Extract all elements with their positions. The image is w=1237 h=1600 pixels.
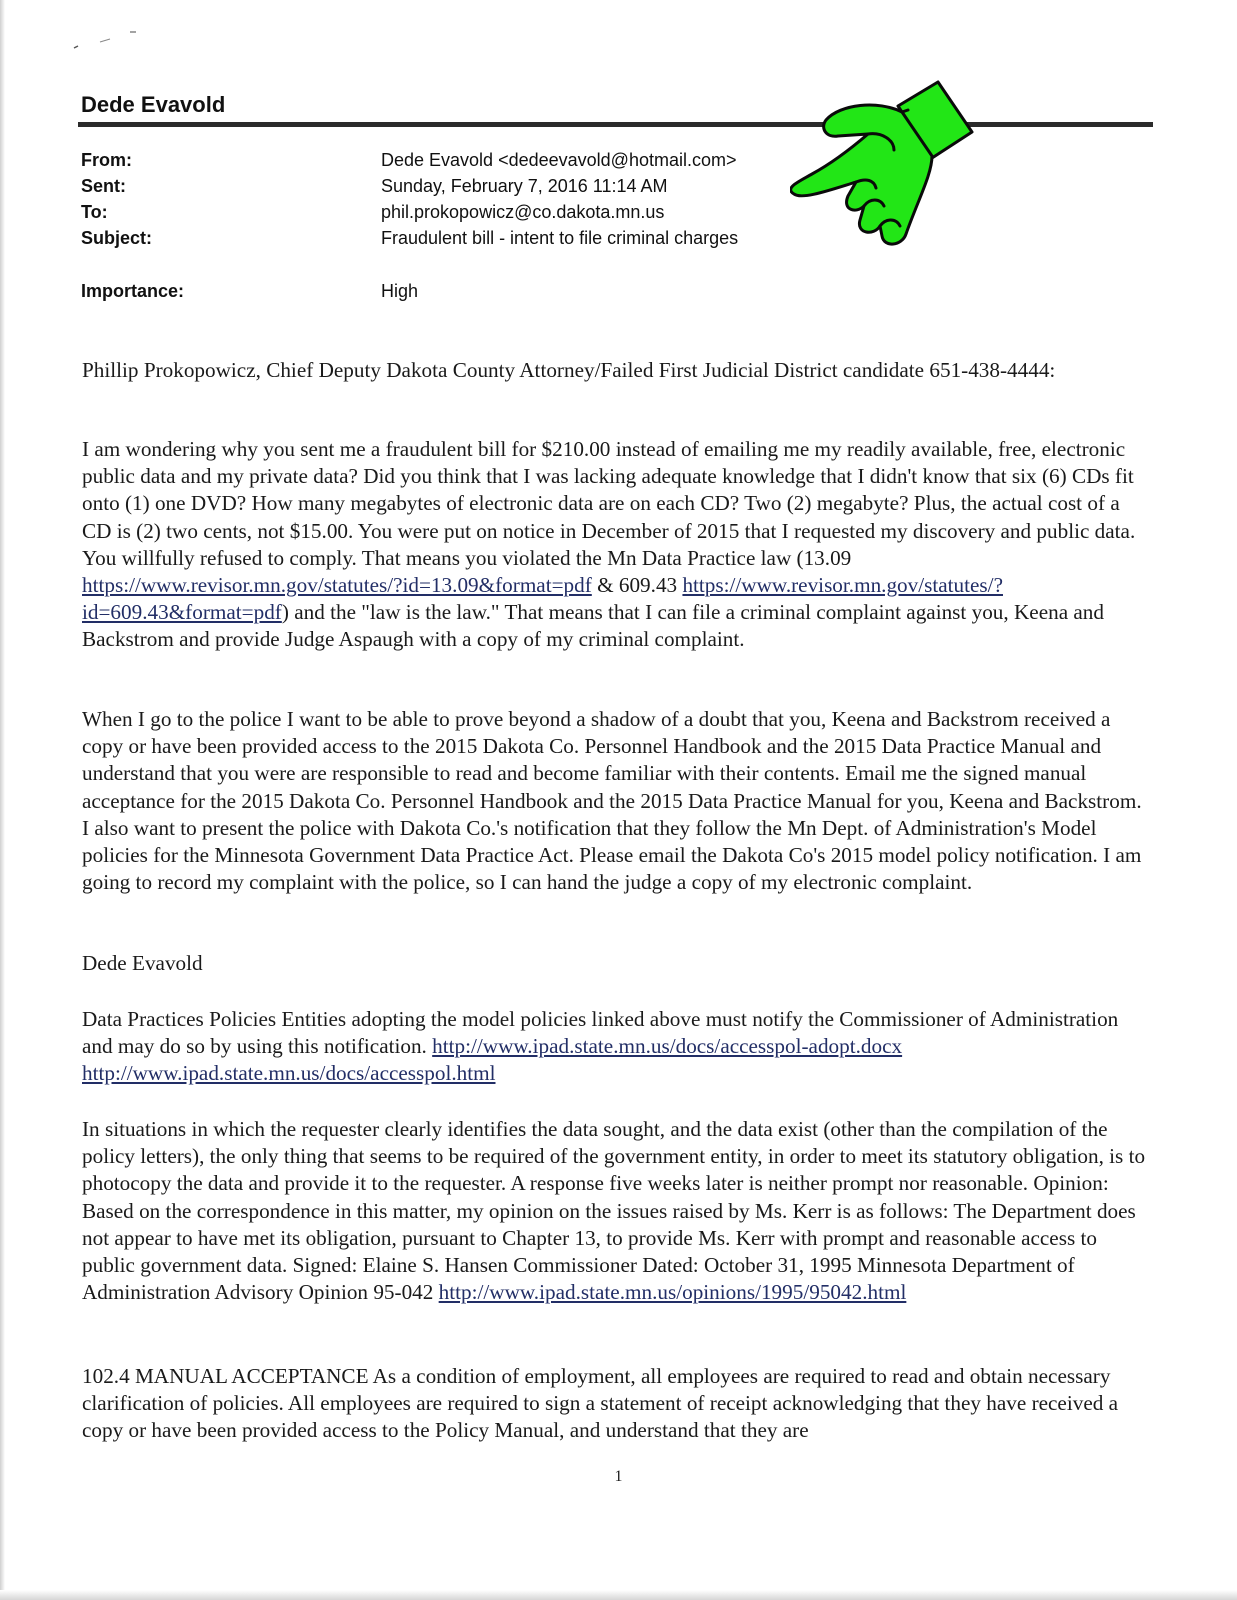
importance-value: High	[381, 281, 419, 301]
subject-label: Subject:	[81, 228, 153, 248]
paragraph-3-text: Data Practices Policies Entities adopting the model policies linked above must notify the Commissioner of Administration and may do so by using this notification.	[82, 1007, 1119, 1059]
sent-row	[81, 176, 668, 197]
from-label: From:	[81, 150, 132, 170]
salutation: Phillip Prokopowicz, Chief Deputy Dakota County Attorney/Failed First Judicial District candidate 651-438-4444:	[82, 358, 1056, 382]
paragraph-advisory-opinion	[82, 1116, 1152, 1306]
from-value: Dede Evavold <dedeevavold@hotmail.com>	[381, 150, 737, 170]
to-label: To:	[81, 202, 108, 222]
scan-edge-left	[0, 0, 5, 1600]
to-row	[81, 202, 665, 223]
accesspol-html-link[interactable]: http://www.ipad.state.mn.us/docs/accesspol.html	[82, 1061, 496, 1086]
page-number: 1	[614, 1468, 623, 1485]
opinion-95042-link[interactable]: http://www.ipad.state.mn.us/opinions/1995/95042.html	[438, 1280, 907, 1305]
paragraph-police-request: When I go to the police I want to be able to prove beyond a shadow of a doubt that you, Keena and Backstrom received a copy or have been provided access to the 2015 Dakota Co. Personnel Handbook and the 2015 Data Practice Manual and understand that you were are responsible to read and become familiar with their contents. Email me the signed manual acceptance for the 2015 Dakota Co. Personnel Handbook and the 2015 Data Practice Manual for you, Keena and Backstrom. I also want to present the police with Dakota Co.'s notification that they follow the Mn Dept. of Administration's Model policies for the Minnesota Government Data Practice Act. Please email the Dakota Co's 2015 model policy notification. I am going to record my complaint with the police, so I can hand the judge a copy of my electronic complaint.	[82, 707, 1142, 895]
accesspol-adopt-link[interactable]: http://www.ipad.state.mn.us/docs/accesspol-adopt.docx	[432, 1034, 903, 1059]
header-rule	[78, 122, 1153, 127]
scan-specks	[70, 28, 150, 58]
sent-label: Sent:	[81, 176, 126, 196]
importance-label: Importance:	[81, 281, 185, 301]
signature-name: Dede Evavold	[82, 951, 203, 975]
paragraph-1-text-b: & 609.43	[591, 573, 683, 598]
paragraph-fraudulent-bill	[82, 436, 1152, 654]
paragraph-data-practices-policies	[82, 1006, 1152, 1088]
paragraph-manual-acceptance: 102.4 MANUAL ACCEPTANCE As a condition of employment, all employees are required to read and obtain necessary clarification of policies. All employees are required to sign a statement of receipt acknowledging that they have received a copy or have been provided access to the Policy Manual, and understand that they are	[82, 1364, 1119, 1443]
sent-value: Sunday, February 7, 2016 11:14 AM	[381, 176, 668, 196]
subject-row	[81, 228, 739, 249]
paragraph-1-text-c: ) and the "law is the law." That means that I can file a criminal complaint against you, Keena and Backstrom and provide Judge Aspaugh with a copy of my criminal complaint.	[82, 600, 1104, 652]
paragraph-4-text: In situations in which the requester clearly identifies the data sought, and the data exist (other than the compilation of the policy letters), the only thing that seems to be required of the government entity, in order to meet its statutory obligation, is to photocopy the data and provide it to the requester. A response five weeks later is neither prompt nor reasonable. Opinion: Based on the correspondence in this matter, my opinion on the issues raised by Ms. Kerr is as follows: The Department does not appear to have met its obligation, pursuant to Chapter 13, to provide Ms. Kerr with prompt and reasonable access to public government data. Signed: Elaine S. Hansen Commissioner Dated: October 31, 1995 Minnesota Department of Administration Advisory Opinion 95-042	[82, 1117, 1146, 1305]
revisor-13-09-link[interactable]: https://www.revisor.mn.gov/statutes/?id=13.09&format=pdf	[82, 573, 592, 598]
green-pointing-hand-icon	[790, 70, 990, 260]
revisor-609-43-link[interactable]: https://www.revisor.mn.gov/statutes/?id=609.43&format=pdf	[82, 573, 1003, 625]
subject-value: Fraudulent bill - intent to file criminal charges	[381, 228, 739, 248]
to-value: phil.prokopowicz@co.dakota.mn.us	[381, 202, 665, 222]
from-row	[81, 150, 737, 171]
email-sender-title: Dede Evavold	[81, 92, 226, 117]
paragraph-1-text-a: I am wondering why you sent me a fraudulent bill for $210.00 instead of emailing me my readily available, free, electronic public data and my private data? Did you think that I was lacking adequate knowledge that I didn't know that six (6) CDs fit onto (1) one DVD? How many megabytes of electronic data are on each CD? Two (2) megabyte? Plus, the actual cost of a CD is (2) two cents, not $15.00. You were put on notice in December of 2015 that I requested my discovery and public data. You willfully refused to comply. That means you violated the Mn Data Practice law (13.09	[82, 437, 1136, 570]
importance-row	[81, 281, 419, 302]
scan-edge-bottom	[0, 1590, 1237, 1600]
